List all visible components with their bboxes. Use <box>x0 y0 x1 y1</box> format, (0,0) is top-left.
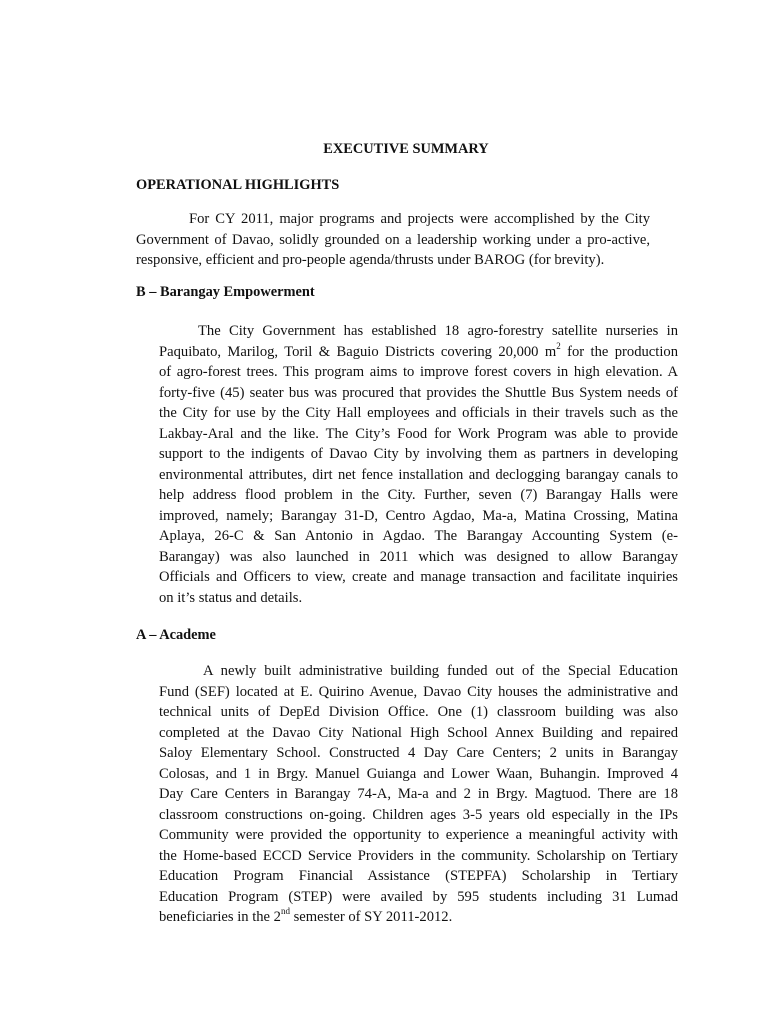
barangay-line: the City for use by the City Hall employees and officials in their travels such as the <box>159 405 678 421</box>
barangay-line: Aplaya, 26-C & San Antonio in Agdao. The Barangay Accounting System (e- <box>159 528 678 544</box>
barangay-line: support to the indigents of Davao City by involving them as partners in developing <box>159 446 678 462</box>
barangay-line: help address flood problem in the City. Further, seven (7) Barangay Halls were <box>159 487 678 503</box>
academe-line: Education Program Financial Assistance (STEPFA) Scholarship in Tertiary <box>159 868 678 884</box>
academe-line: Fund (SEF) located at E. Quirino Avenue, Davao City houses the administrative and <box>159 683 678 700</box>
academe-line: Day Care Centers in Barangay 74-A, Ma-a and 2 in Brgy. Magtuod. There are 18 <box>159 786 678 802</box>
barangay-line: forty-five (45) seater bus was procured that provides the Shuttle Bus System needs of <box>159 384 678 401</box>
barangay-line-text: Paquibato, Marilog, Toril & Baguio Districts covering 20,000 m <box>159 343 557 360</box>
barangay-line: Officials and Officers to view, create and manage transaction and facilitate inquiries <box>159 569 678 585</box>
superscript: 2 <box>556 340 561 351</box>
barangay-line: The City Government has established 18 agro-forestry satellite nurseries in <box>198 323 678 339</box>
academe-line: Colosas, and 1 in Brgy. Manuel Guianga and Lower Waan, Buhangin. Improved 4 <box>159 765 678 782</box>
academe-line: A newly built administrative building funded out of the Special Education <box>203 663 678 679</box>
academe-line: classroom constructions on-going. Children ages 3-5 years old especially in the IPs <box>159 806 678 823</box>
barangay-line <box>159 342 678 363</box>
intro-paragraph <box>136 209 650 271</box>
academe-line-text: semester of SY 2011-2012. <box>289 909 453 925</box>
academe-line: Education Program (STEP) were availed by 595 students including 31 Lumad <box>159 888 678 905</box>
section-heading: OPERATIONAL HIGHLIGHTS <box>136 177 340 193</box>
intro-line: For CY 2011, major programs and projects were accomplished by the City <box>189 211 650 227</box>
intro-line: Government of Davao, solidly grounded on a leadership working under a pro-active, <box>136 231 650 248</box>
academe-line: the Home-based ECCD Service Providers in the community. Scholarship on Tertiary <box>159 847 678 864</box>
superscript: nd <box>280 906 290 917</box>
barangay-line-text: for the production <box>560 343 678 360</box>
academe-line <box>159 907 678 928</box>
academe-line-text: beneficiaries in the 2 <box>159 909 281 925</box>
academe-line: completed at the Davao City National High School Annex Building and repaired <box>159 724 678 741</box>
barangay-line: on it’s status and details. <box>159 589 303 606</box>
barangay-heading: B – Barangay Empowerment <box>136 284 315 300</box>
academe-line: Community were provided the opportunity to experience a meaningful activity with <box>159 827 678 843</box>
barangay-line: Barangay) was also launched in 2011 which was designed to allow Barangay <box>159 548 678 565</box>
academe-line: Saloy Elementary School. Constructed 4 Day Care Centers; 2 units in Barangay <box>159 745 678 761</box>
academe-heading: A – Academe <box>136 627 216 643</box>
document-title: EXECUTIVE SUMMARY <box>323 141 489 157</box>
intro-line: responsive, efficient and pro-people agenda/thrusts under BAROG (for brevity). <box>136 252 605 268</box>
barangay-line: Lakbay-Aral and the like. The City’s Food for Work Program was able to provide <box>159 425 678 442</box>
barangay-paragraph <box>159 321 678 608</box>
barangay-line: improved, namely; Barangay 31-D, Centro Agdao, Ma-a, Matina Crossing, Matina <box>159 507 678 524</box>
barangay-line: of agro-forest trees. This program aims to improve forest covers in high elevation. A <box>159 364 678 380</box>
academe-paragraph <box>159 661 678 928</box>
academe-line: technical units of DepEd Division Office. One (1) classroom building was also <box>159 704 678 720</box>
barangay-line: environmental attributes, dirt net fence installation and declogging barangay canals to <box>159 466 678 483</box>
